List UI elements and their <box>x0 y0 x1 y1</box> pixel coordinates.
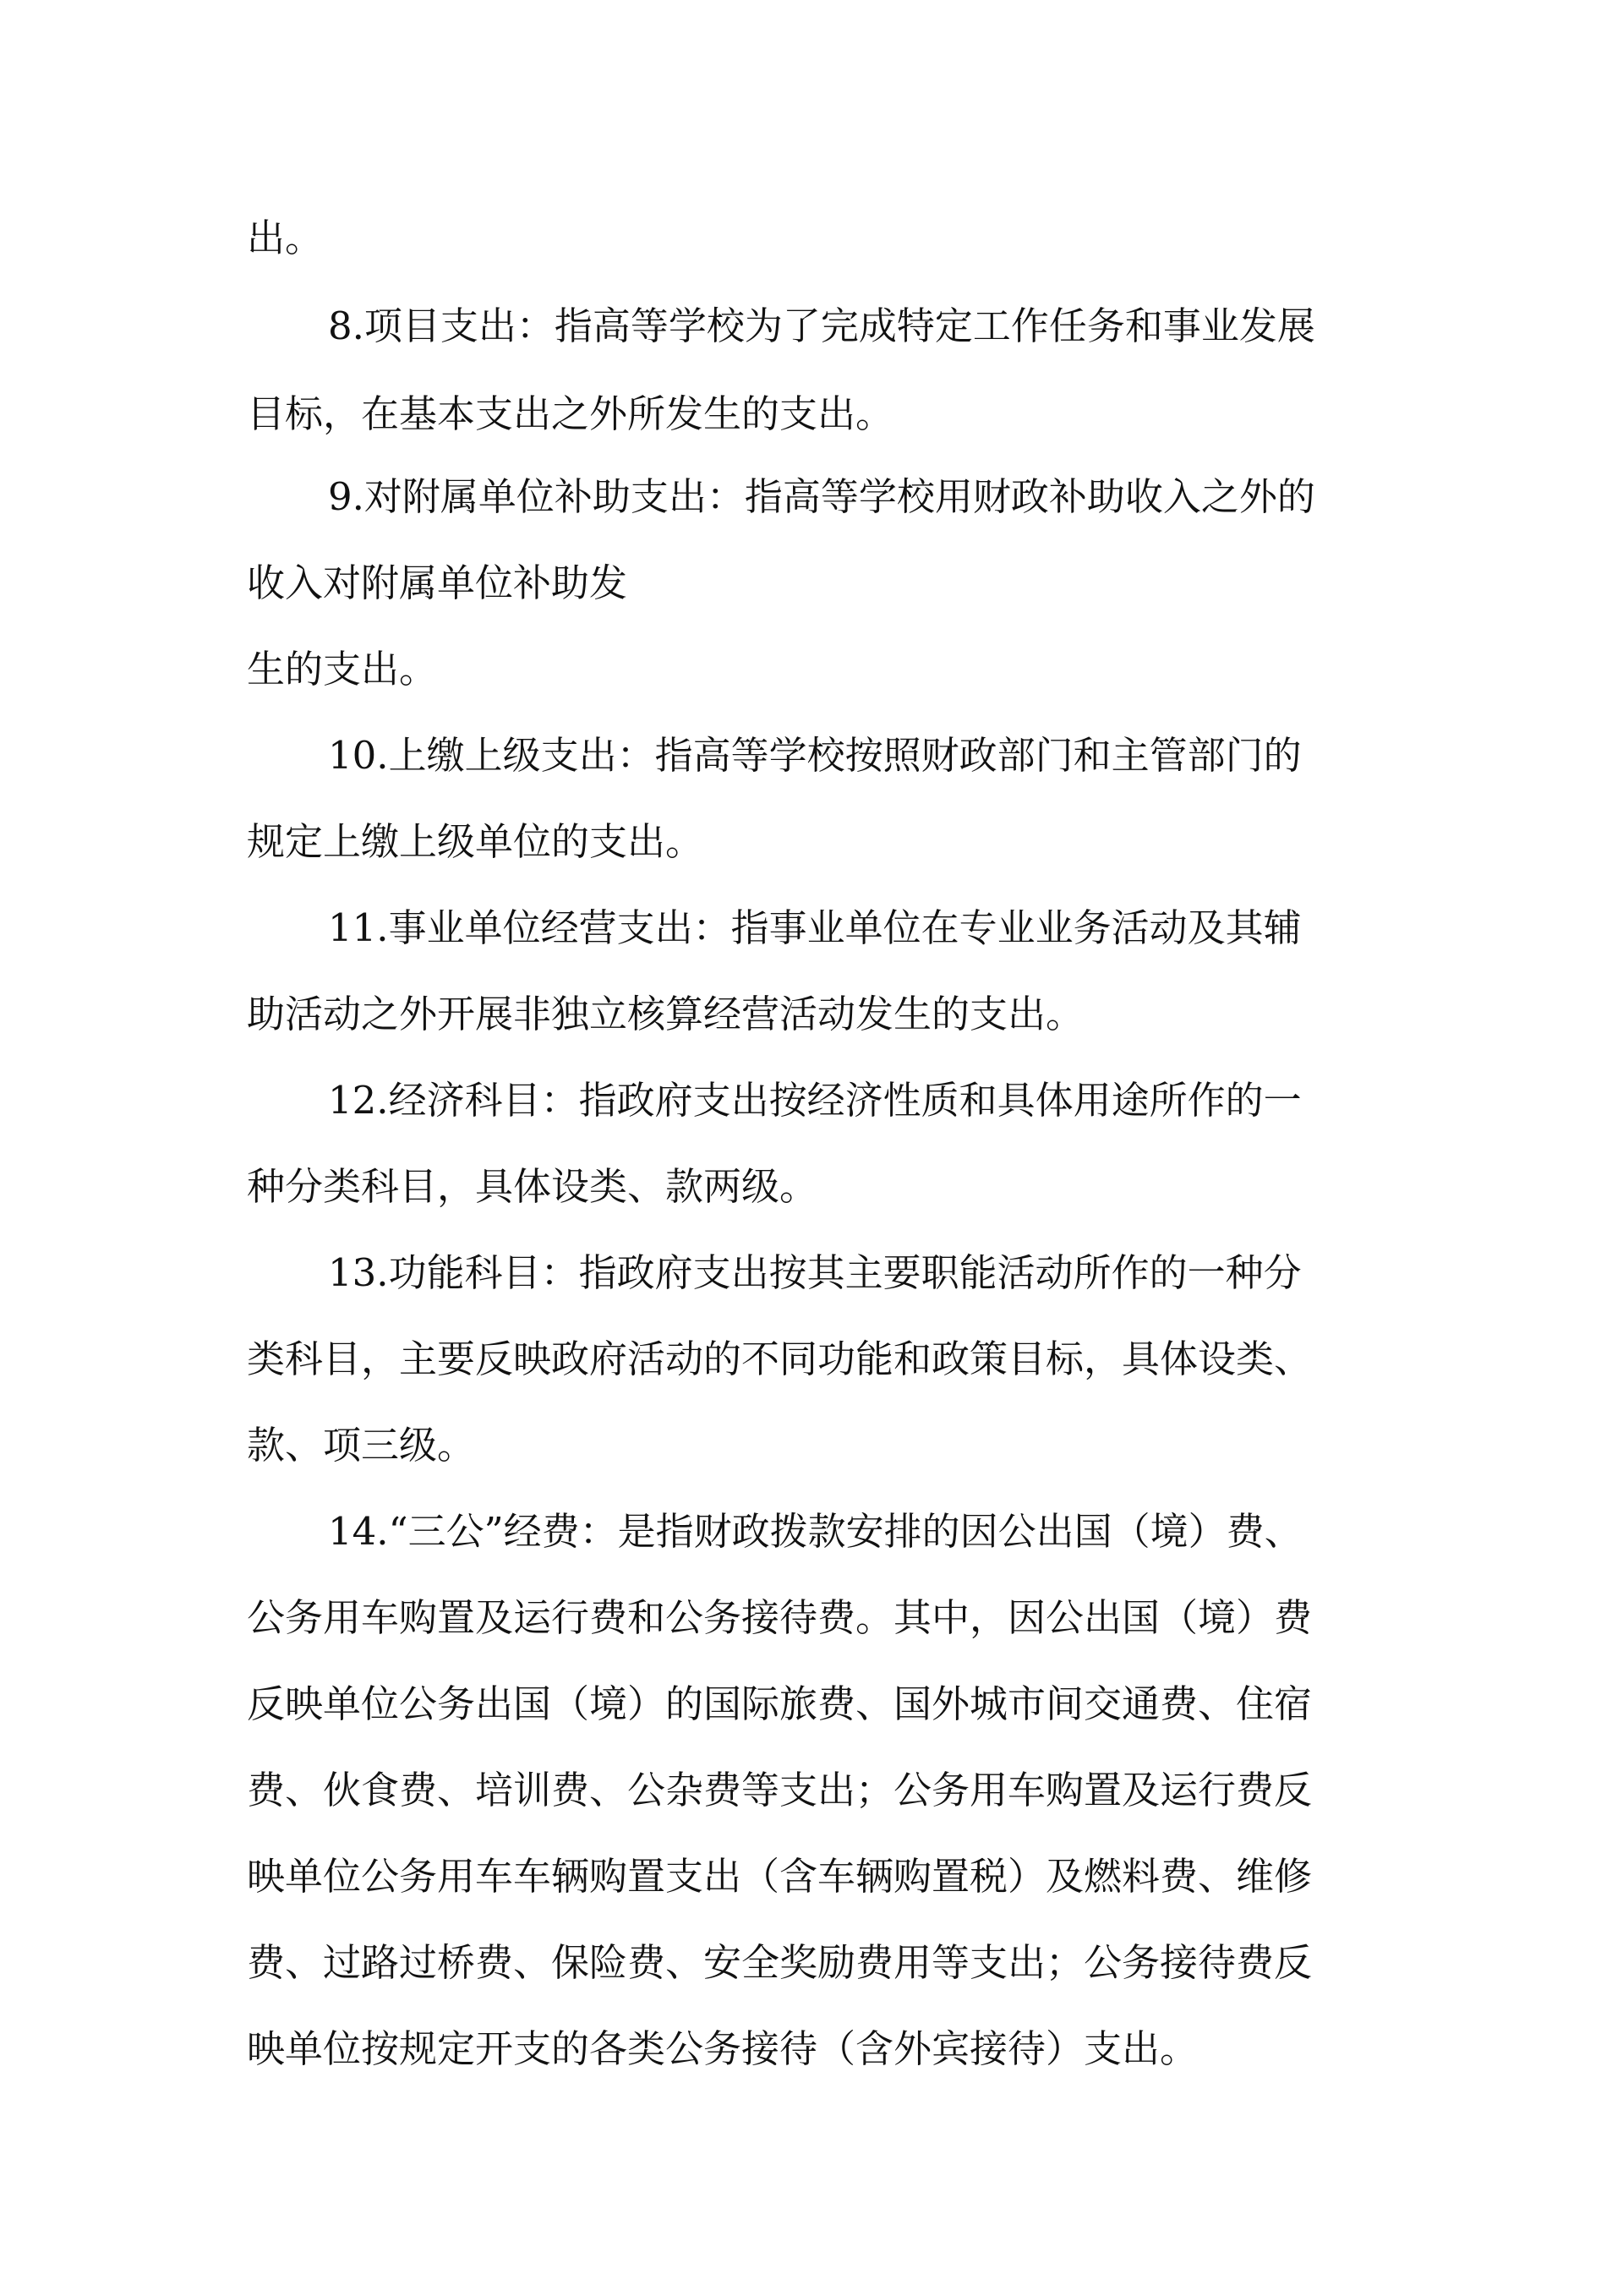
text-line: 公务用车购置及运行费和公务接待费。其中，因公出国（境）费 <box>247 1595 1313 1640</box>
text-line: 费、过路过桥费、保险费、安全奖励费用等支出；公务接待费反 <box>247 1940 1313 1985</box>
paragraph-first-line: 10.上缴上级支出：指高等学校按照财政部门和主管部门的 <box>328 733 1302 778</box>
text-line: 类科目，主要反映政府活动的不同功能和政策目标，具体设类、 <box>247 1337 1313 1381</box>
text-line: 助活动之外开展非独立核算经营活动发生的支出。 <box>247 992 1085 1036</box>
text-line: 收入对附属单位补助发 <box>247 560 628 605</box>
text-line: 费、伙食费、培训费、公杂费等支出；公务用车购置及运行费反 <box>247 1768 1313 1812</box>
paragraph-first-line: 13.功能科目：指政府支出按其主要职能活动所作的一种分 <box>328 1250 1302 1295</box>
text-line: 映单位公务用车车辆购置支出（含车辆购置税）及燃料费、维修 <box>247 1854 1313 1899</box>
text-line: 种分类科目，具体设类、款两级。 <box>247 1164 818 1209</box>
text-line: 规定上缴上级单位的支出。 <box>247 819 704 864</box>
text-line: 映单位按规定开支的各类公务接待（含外宾接待）支出。 <box>247 2026 1199 2071</box>
text-line: 目标，在基本支出之外所发生的支出。 <box>247 391 894 436</box>
text-line: 款、项三级。 <box>247 1423 476 1468</box>
paragraph-first-line: 11.事业单位经营支出：指事业单位在专业业务活动及其辅 <box>328 905 1302 950</box>
paragraph-first-line: 9.对附属单位补助支出：指高等学校用财政补助收入之外的 <box>328 474 1315 519</box>
paragraph-first-line: 8.项目支出：指高等学校为了完成特定工作任务和事业发展 <box>328 303 1315 348</box>
paragraph-first-line: 14.“三公”经费：是指财政拨款安排的因公出国（境）费、 <box>328 1509 1303 1554</box>
text-line: 反映单位公务出国（境）的国际旅费、国外城市间交通费、住宿 <box>247 1681 1313 1726</box>
paragraph-first-line: 12.经济科目：指政府支出按经济性质和具体用途所作的一 <box>328 1078 1302 1123</box>
text-line: 生的支出。 <box>247 647 438 692</box>
text-line: 出。 <box>247 216 324 260</box>
